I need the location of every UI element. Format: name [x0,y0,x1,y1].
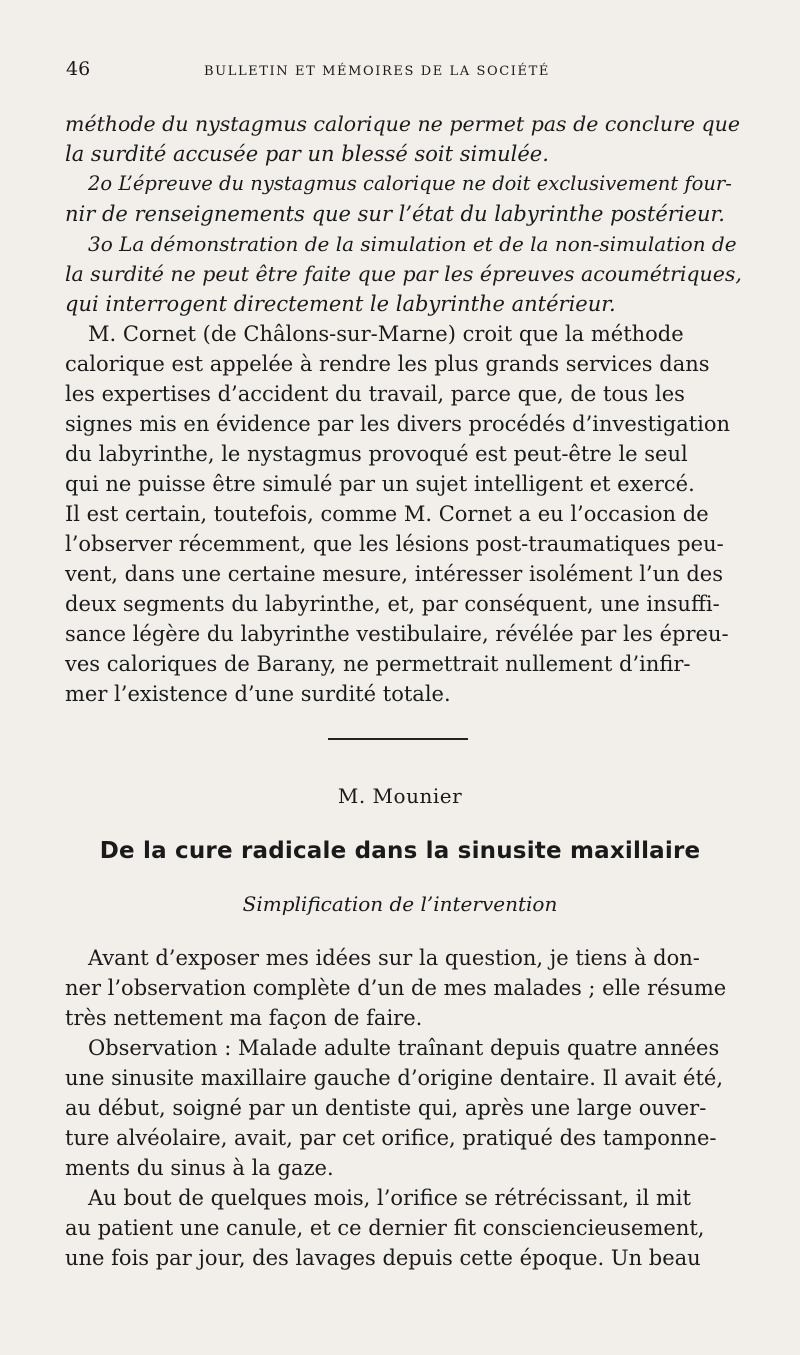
text-line: une fois par jour, des lavages depuis cette époque. Un beau [65,1246,701,1270]
text-line: qui ne puisse être simulé par un sujet intelligent et exercé. [65,472,695,496]
text-line: signes mis en évidence par les divers procédés d’investigation [65,412,731,436]
text-line: Au bout de quelques mois, l’orifice se rétrécissant, il mit [88,1186,691,1210]
text-line: du labyrinthe, le nystagmus provoqué est peut-être le seul [65,442,688,466]
section-subtitle: Simplification de l’intervention [242,892,558,916]
text-line: une sinusite maxillaire gauche d’origine dentaire. Il avait été, [65,1066,723,1090]
text-line: sance légère du labyrinthe vestibulaire, révélée par les épreu- [65,622,729,646]
text-line: 2o L’épreuve du nystagmus calorique ne doit exclusivement four- [88,172,732,195]
text-line: Avant d’exposer mes idées sur la question, je tiens à don- [88,946,700,970]
text-line: au patient une canule, et ce dernier fit consciencieusement, [65,1216,705,1240]
text-line: mer l’existence d’une surdité totale. [65,682,451,706]
section-title: De la cure radicale dans la sinusite maxillaire [99,838,701,864]
section-author: M. Mounier [337,784,463,808]
text-line: Il est certain, toutefois, comme M. Cornet a eu l’occasion de [65,502,709,526]
text-line: calorique est appelée à rendre les plus grands services dans [65,352,710,376]
text-line: qui interrogent directement le labyrinthe antérieur. [65,292,616,316]
text-line: deux segments du labyrinthe, et, par conséquent, une insuffi- [65,592,720,616]
text-line: ture alvéolaire, avait, par cet orifice, pratiqué des tamponne- [65,1126,717,1150]
text-line: méthode du nystagmus calorique ne permet pas de conclure que [65,112,741,136]
text-line: ner l’observation complète d’un de mes malades ; elle résume [65,976,727,1000]
text-line: au début, soigné par un dentiste qui, après une large ouver- [65,1096,707,1120]
section-divider [328,738,468,740]
page-header [66,58,746,86]
text-line: ves caloriques de Barany, ne permettrait nullement d’infir- [65,652,691,676]
text-line: les expertises d’accident du travail, parce que, de tous les [65,382,685,406]
running-head: BULLETIN ET MÉMOIRES DE LA SOCIÉTÉ [204,64,550,79]
text-line: nir de renseignements que sur l’état du labyrinthe postérieur. [65,202,725,226]
text-line: Observation : Malade adulte traînant depuis quatre années [88,1036,720,1060]
text-line: la surdité accusée par un blessé soit simulée. [65,142,549,166]
page-number: 46 [66,58,91,80]
text-line: l’observer récemment, que les lésions post-traumatiques peu- [65,532,724,556]
text-line: M. Cornet (de Châlons-sur-Marne) croit que la méthode [88,322,684,346]
text-line: 3o La démonstration de la simulation et de la non-simulation de [88,232,737,256]
text-line: la surdité ne peut être faite que par les épreuves acoumétriques, [65,262,742,286]
text-line: vent, dans une certaine mesure, intéresser isolément l’un des [65,562,723,586]
text-line: ments du sinus à la gaze. [65,1156,334,1180]
text-line: très nettement ma façon de faire. [65,1006,423,1030]
